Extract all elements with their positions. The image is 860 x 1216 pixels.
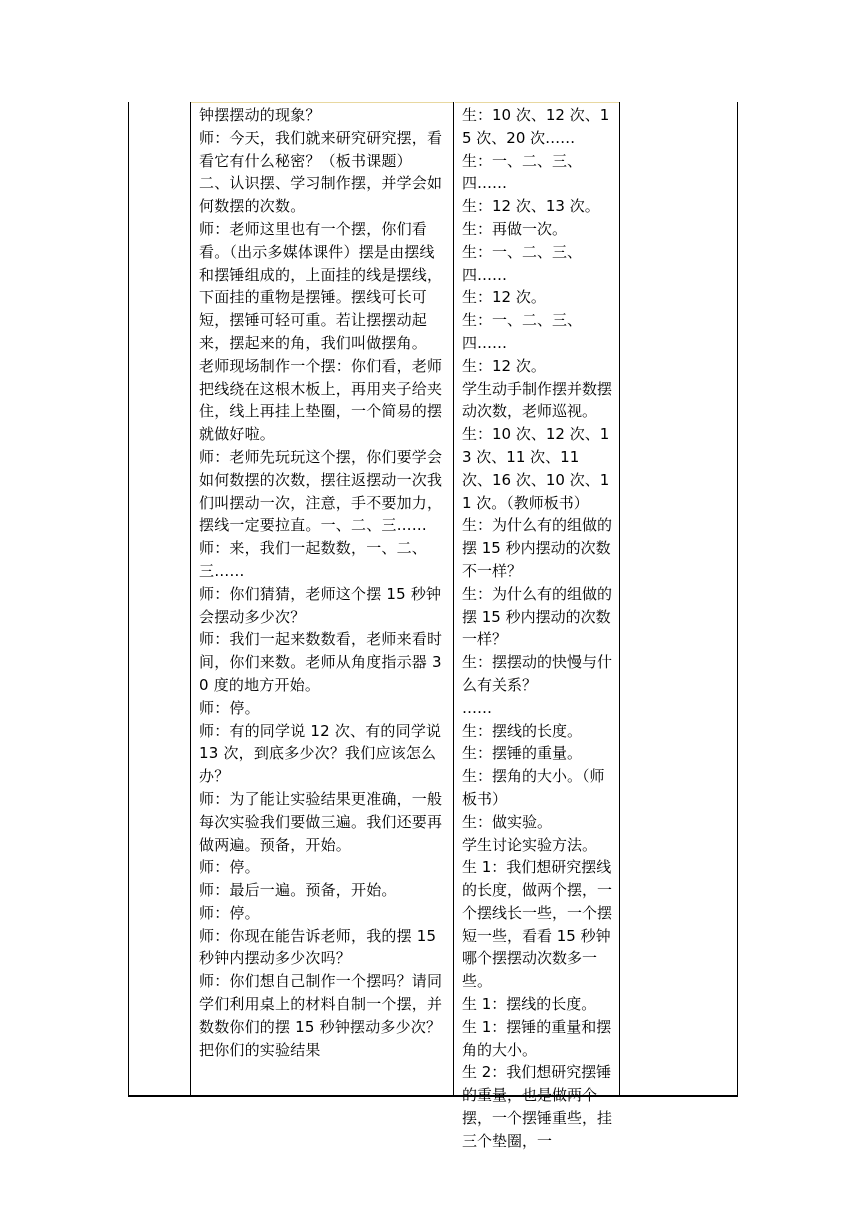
- student-paragraph: 生：为什么有的组做的摆 15 秒内摆动的次数一样？: [462, 584, 613, 649]
- student-paragraph: 生：12 次、13 次。: [462, 197, 600, 216]
- teacher-paragraph: 师：停。: [199, 858, 260, 877]
- teacher-paragraph: 师：停。: [199, 698, 260, 717]
- student-paragraph: 生：摆线的长度。: [462, 721, 583, 740]
- student-paragraph: 生 1：我们想研究摆线的长度，做两个摆，一个摆线长一些，一个摆短一些，看看 15 秒钟哪个摆摆动次数多一些。: [462, 858, 613, 991]
- right-empty-column: [620, 102, 737, 1097]
- student-paragraph: 生：摆角的大小。（师板书）: [462, 767, 605, 808]
- student-paragraph: 生：摆锤的重量。: [462, 744, 583, 763]
- student-activity-cell: [462, 104, 614, 1150]
- teacher-paragraph: 师：为了能让实验结果更准确，一般每次实验我们要做三遍。我们还要再做两遍。预备，开始。: [199, 789, 443, 854]
- student-paragraph: 生：10 次、12 次、13 次、11 次、11 次、16 次、10 次、11 次。（教师板书）: [462, 425, 610, 512]
- student-paragraph: 生：一、二、三、四……: [462, 151, 583, 193]
- teacher-paragraph: 师：我们一起来数数看，老师来看时间，你们来数。老师从角度指示器 30 度的地方开始。: [199, 630, 443, 694]
- left-empty-column: [129, 102, 190, 1097]
- student-paragraph: ……: [462, 698, 492, 717]
- teacher-paragraph: 师：你现在能告诉老师，我的摆 15 秒钟内摆动多少次吗？: [199, 926, 437, 968]
- student-paragraph: 生 1：摆锤的重量和摆角的大小。: [462, 1017, 612, 1059]
- teacher-paragraph: 师：最后一遍。预备，开始。: [199, 881, 397, 900]
- teacher-paragraph: 师：你们想自己制作一个摆吗？请同学们利用桌上的材料自制一个摆，并数数你们的摆 15 秒钟摆动多少次？把你们的实验结果: [199, 972, 443, 1059]
- column-divider-2: [453, 102, 454, 1097]
- student-paragraph: 生：10 次、12 次、15 次、20 次……: [462, 106, 610, 147]
- teacher-paragraph: 钟摆摆动的现象？: [199, 106, 321, 124]
- teacher-paragraph: 师：老师这里也有一个摆，你们看看。（出示多媒体课件）摆是由摆线和摆锤组成的，上面挂的线是摆线，下面挂的重物是摆锤。摆线可长可短，摆锤可轻可重。若让摆摆动起来，摆起来的角，我们叫做摆角。: [199, 219, 443, 352]
- student-paragraph: 生：一、二、三、四……: [462, 242, 583, 284]
- student-paragraph: 生：12 次。: [462, 288, 546, 307]
- teacher-activity-cell: [199, 104, 446, 1094]
- teacher-paragraph: 师：来，我们一起数数，一、二、三……: [199, 539, 428, 580]
- student-paragraph: 生：再做一次。: [462, 219, 568, 238]
- teacher-paragraph: 师：今天，我们就来研究研究摆，看看它有什么秘密？（板书课题）: [199, 128, 443, 170]
- teacher-paragraph: 老师现场制作一个摆：你们看，老师把线绕在这根木板上，再用夹子给夹住，线上再挂上垫圈，一个简易的摆就做好啦。: [199, 356, 443, 444]
- column-divider-1: [190, 102, 191, 1097]
- teacher-paragraph: 师：老师先玩玩这个摆，你们要学会如何数摆的次数，摆往返摆动一次我们叫摆动一次，注意，手不要加力，摆线一定要拉直。一、二、三……: [199, 447, 443, 535]
- student-paragraph: 生：摆摆动的快慢与什么有关系？: [462, 653, 613, 694]
- student-paragraph: 生：12 次。: [462, 356, 546, 375]
- student-paragraph: 生 2：我们想研究摆锤的重量，也是做两个摆，一个摆锤重些，挂三个垫圈，一: [462, 1063, 613, 1150]
- teacher-paragraph: 二、认识摆、学习制作摆，并学会如何数摆的次数。: [199, 174, 443, 216]
- student-paragraph: 生：为什么有的组做的摆 15 秒内摆动的次数不一样？: [462, 516, 613, 580]
- student-paragraph: 学生动手制作摆并数摆动次数，老师巡视。: [462, 379, 613, 421]
- teacher-paragraph: 师：停。: [199, 903, 260, 922]
- student-paragraph: 生 1：摆线的长度。: [462, 995, 597, 1014]
- teacher-paragraph: 师：有的同学说 12 次、有的同学说 13 次，到底多少次？我们应该怎么办？: [199, 721, 442, 786]
- student-paragraph: 生：一、二、三、四……: [462, 311, 583, 352]
- student-paragraph: 学生讨论实验方法。: [462, 835, 598, 854]
- student-paragraph: 生：做实验。: [462, 812, 553, 831]
- teacher-paragraph: 师：你们猜猜，老师这个摆 15 秒钟会摆动多少次？: [199, 584, 442, 626]
